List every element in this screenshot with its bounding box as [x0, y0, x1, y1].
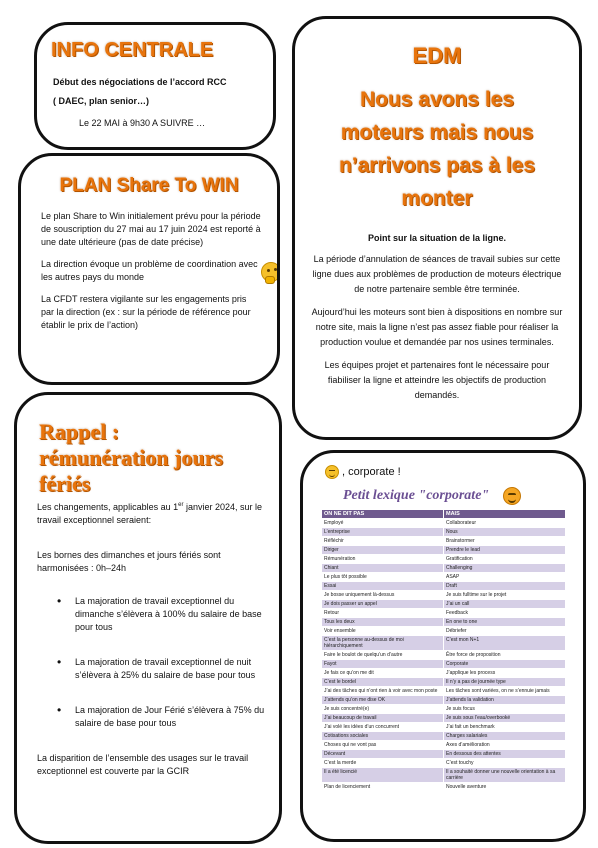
- lexique-cell-mais: Draft: [444, 582, 566, 591]
- lexique-cell-mais: Gratification: [444, 555, 566, 564]
- lexique-cell-ne-dit-pas: Je bosse uniquement là-dessus: [322, 591, 444, 600]
- lexique-cell-ne-dit-pas: Le plus tôt possible: [322, 573, 444, 582]
- table-row: [322, 741, 566, 750]
- table-row: [322, 582, 566, 591]
- lexique-cell-mais: Collaborateur: [444, 519, 566, 528]
- table-row: [322, 537, 566, 546]
- table-row: [322, 519, 566, 528]
- edm-title: EDM: [412, 43, 462, 68]
- info-centrale-title: INFO CENTRALE: [51, 39, 214, 61]
- lexique-cell-mais: Brainstormer: [444, 537, 566, 546]
- plan-paragraph-2-wrap: [41, 258, 261, 284]
- rappel-intro-a: Les changements, applicables au 1: [37, 502, 179, 512]
- rappel-bullet-3: • La majoration de Jour Férié s’élèvera à 75% du salaire de base pour tous: [57, 704, 267, 730]
- lexique-cell-ne-dit-pas: J’ai volé les idées d’un concurrent: [322, 723, 444, 732]
- corporate-header-text: , corporate !: [342, 466, 401, 478]
- plan-share-to-win-card: [18, 153, 280, 385]
- rappel-intro: [37, 499, 265, 527]
- table-row: [322, 723, 566, 732]
- edm-headline-line-3: n’arrivons pas à les: [338, 154, 536, 177]
- corporate-card: [300, 450, 586, 842]
- smile-icon: [503, 487, 521, 505]
- corporate-header: [325, 465, 583, 479]
- lexique-header-row: [322, 510, 566, 519]
- lexique-cell-mais: Être force de proposition: [444, 651, 566, 660]
- lexique-title-text: Petit lexique "corporate": [343, 488, 490, 503]
- lexique-cell-mais: Il n’y a pas de journée type: [444, 678, 566, 687]
- lexique-cell-ne-dit-pas: Je dois passer un appel: [322, 600, 444, 609]
- rappel-intro-b: janvier 2024, sur le travail exceptionnel seraient:: [37, 502, 262, 525]
- edm-paragraph-3: Les équipes projet et partenaires font le nécessaire pour fiabiliser la ligne et atteindre les objectifs de production demandés.: [324, 360, 550, 400]
- table-row: [322, 618, 566, 627]
- lexique-cell-ne-dit-pas: Fayot: [322, 660, 444, 669]
- lexique-cell-ne-dit-pas: Essai: [322, 582, 444, 591]
- plan-paragraph-1: Le plan Share to Win initialement prévu pour la période de souscription du 27 mai au 17 juin 2024 est reporté à une date ultérieure (pas de date précise): [41, 211, 261, 247]
- lexique-cell-ne-dit-pas: J’ai des tâches qui n’ont rien à voir avec mon poste: [322, 687, 444, 696]
- table-row: [322, 627, 566, 636]
- table-row: [322, 750, 566, 759]
- edm-headline-line-4: monter: [401, 187, 473, 210]
- lexique-cell-mais: En dessous des attentes: [444, 750, 566, 759]
- info-centrale-line-3: Le 22 MAI à 9h30 A SUIVRE …: [79, 118, 206, 128]
- table-row: [322, 636, 566, 651]
- lexique-cell-mais: Challenging: [444, 564, 566, 573]
- lexique-cell-ne-dit-pas: C’est le bordel: [322, 678, 444, 687]
- lexique-cell-mais: Charges salariales: [444, 732, 566, 741]
- table-row: [322, 768, 566, 783]
- table-row: [322, 651, 566, 660]
- table-row: [322, 546, 566, 555]
- lexique-cell-ne-dit-pas: Tous les deux: [322, 618, 444, 627]
- lexique-col-header-1: ON NE DIT PAS: [322, 510, 444, 519]
- lexique-cell-ne-dit-pas: Décevant: [322, 750, 444, 759]
- lexique-cell-mais: C’est touchy: [444, 759, 566, 768]
- lexique-cell-mais: Corporate: [444, 660, 566, 669]
- table-row: [322, 609, 566, 618]
- lexique-cell-mais: Il a souhaité donner une nouvelle orientation à sa carrière: [444, 768, 566, 783]
- lexique-cell-mais: C’est mon N+1: [444, 636, 566, 651]
- lexique-cell-mais: J’attends la validation: [444, 696, 566, 705]
- lexique-cell-mais: Je suis focus: [444, 705, 566, 714]
- lexique-cell-ne-dit-pas: Plan de licenciement: [322, 783, 444, 792]
- smirk-icon: [325, 465, 339, 479]
- lexique-cell-ne-dit-pas: Il a été licencié: [322, 768, 444, 783]
- lexique-cell-mais: Nouvelle aventure: [444, 783, 566, 792]
- info-centrale-line-2: ( DAEC, plan senior…): [53, 96, 150, 106]
- table-row: [322, 573, 566, 582]
- lexique-cell-mais: Prendre le lead: [444, 546, 566, 555]
- edm-headline-line-1: Nous avons les: [359, 88, 515, 111]
- table-row: [322, 678, 566, 687]
- lexique-cell-ne-dit-pas: Retour: [322, 609, 444, 618]
- lexique-table: [321, 509, 566, 792]
- rappel-title-line-2: rémunération jours: [39, 445, 223, 470]
- lexique-cell-ne-dit-pas: Je fais ce qu’on me dit: [322, 669, 444, 678]
- plan-paragraph-3: La CFDT restera vigilante sur les engagements pris par la direction (ex : sur la période de référence pour établir le prix de l’action): [41, 294, 251, 330]
- info-centrale-card: [34, 22, 276, 150]
- plan-title: PLAN Share To WIN: [59, 175, 239, 196]
- lexique-cell-mais: Feedback: [444, 609, 566, 618]
- edm-paragraph-0: Point sur la situation de la ligne.: [367, 233, 507, 243]
- thinking-face-icon: [261, 262, 280, 282]
- table-row: [322, 759, 566, 768]
- lexique-cell-mais: ASAP: [444, 573, 566, 582]
- rappel-bullet-1: • La majoration de travail exceptionnel du dimanche s’élèvera à 100% du salaire de base pour tous: [57, 595, 267, 634]
- edm-paragraph-1: La période d’annulation de séances de travail subies sur cette ligne dues aux problèmes de production de moteurs électrique de notre partenaire semble être terminée.: [312, 254, 562, 294]
- lexique-cell-mais: Axes d’amélioration: [444, 741, 566, 750]
- table-row: [322, 705, 566, 714]
- lexique-cell-ne-dit-pas: Cotisations sociales: [322, 732, 444, 741]
- edm-paragraph-2: Aujourd’hui les moteurs sont bien à dispositions en nombre sur notre site, mais la ligne n’est pas assez fiable pour réaliser la production voulue et demandée par nos usines terminales.: [311, 307, 563, 347]
- table-row: [322, 555, 566, 564]
- lexique-col-header-2: MAIS: [444, 510, 566, 519]
- lexique-cell-mais: Je suis sous l’eau/overbooké: [444, 714, 566, 723]
- table-row: [322, 528, 566, 537]
- info-centrale-line-1: Début des négociations de l’accord RCC: [53, 77, 227, 87]
- lexique-cell-ne-dit-pas: Voir ensemble: [322, 627, 444, 636]
- table-row: [322, 591, 566, 600]
- lexique-cell-mais: J’ai un call: [444, 600, 566, 609]
- lexique-cell-ne-dit-pas: Diriger: [322, 546, 444, 555]
- table-row: [322, 600, 566, 609]
- lexique-cell-ne-dit-pas: J’ai beaucoup de travail: [322, 714, 444, 723]
- rappel-bornes: Les bornes des dimanches et jours fériés sont harmonisées : 0h–24h: [37, 550, 221, 573]
- edm-headline-line-2: moteurs mais nous: [340, 121, 534, 144]
- lexique-cell-ne-dit-pas: Chiant: [322, 564, 444, 573]
- table-row: [322, 687, 566, 696]
- lexique-cell-ne-dit-pas: L’entreprise: [322, 528, 444, 537]
- lexique-cell-mais: Débriefer: [444, 627, 566, 636]
- lexique-cell-mais: J’applique les process: [444, 669, 566, 678]
- lexique-cell-ne-dit-pas: C’est la merde: [322, 759, 444, 768]
- rappel-title-line-1: Rappel :: [39, 419, 120, 444]
- rappel-title: [39, 419, 279, 497]
- table-row: [322, 660, 566, 669]
- lexique-cell-ne-dit-pas: Rémunération: [322, 555, 444, 564]
- lexique-cell-ne-dit-pas: Choses qui ne vont pas: [322, 741, 444, 750]
- lexique-table-body: [322, 519, 566, 792]
- lexique-cell-ne-dit-pas: C’est la personne au-dessus de moi hiérarchiquement: [322, 636, 444, 651]
- edm-headline: [295, 83, 579, 215]
- table-row: [322, 783, 566, 792]
- lexique-cell-ne-dit-pas: J’attends qu’on me dise OK: [322, 696, 444, 705]
- table-row: [322, 714, 566, 723]
- table-row: [322, 696, 566, 705]
- lexique-cell-ne-dit-pas: Faire le boulot de quelqu’un d’autre: [322, 651, 444, 660]
- lexique-cell-ne-dit-pas: Réfléchir: [322, 537, 444, 546]
- rappel-card: [14, 392, 282, 844]
- rappel-intro-sup: er: [178, 502, 184, 508]
- lexique-cell-mais: J’ai fait un benchmark: [444, 723, 566, 732]
- lexique-cell-mais: En one to one: [444, 618, 566, 627]
- table-row: [322, 564, 566, 573]
- lexique-cell-mais: Nous: [444, 528, 566, 537]
- lexique-cell-mais: Les tâches sont variées, on ne s’ennuie jamais: [444, 687, 566, 696]
- rappel-bullet-list: [57, 595, 267, 730]
- table-row: [322, 732, 566, 741]
- rappel-title-line-3: fériés: [39, 471, 91, 496]
- lexique-cell-mais: Je suis fulltime sur le projet: [444, 591, 566, 600]
- lexique-cell-ne-dit-pas: Employé: [322, 519, 444, 528]
- edm-card: [292, 16, 582, 440]
- rappel-bullet-2: • La majoration de travail exceptionnel de nuit s’élèvera à 25% du salaire de base pour tous: [57, 656, 267, 682]
- table-row: [322, 669, 566, 678]
- lexique-cell-ne-dit-pas: Je suis concentré(e): [322, 705, 444, 714]
- rappel-final: La disparition de l’ensemble des usages sur le travail exceptionnel est couverte par la GCIR: [37, 753, 249, 776]
- lexique-title: [343, 487, 583, 505]
- plan-paragraph-2: La direction évoque un problème de coordination avec les autres pays du monde: [41, 259, 258, 282]
